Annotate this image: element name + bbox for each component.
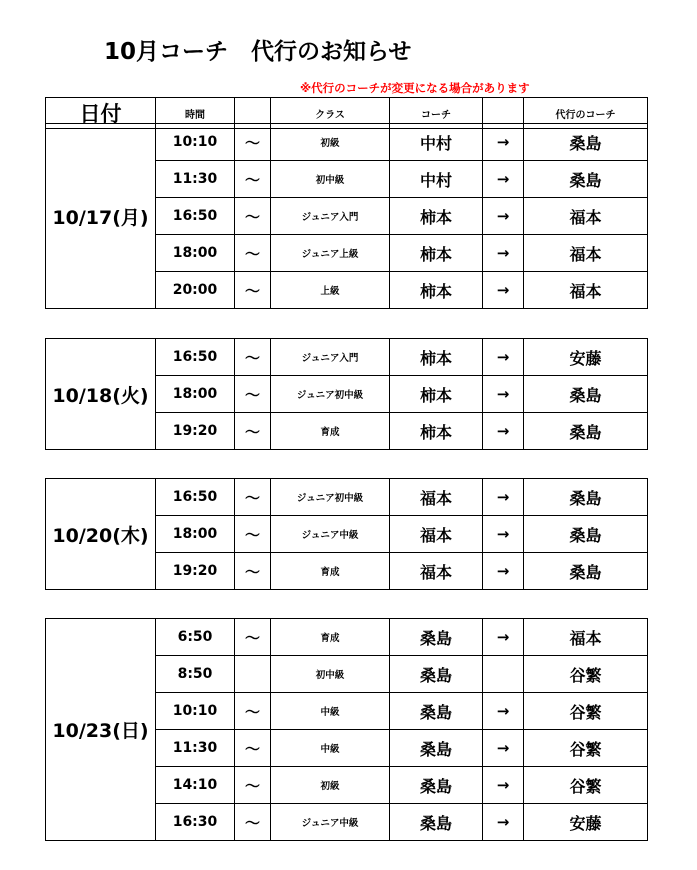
tilde-cell: 〜 (235, 413, 271, 450)
substitute-cell: 桑島 (524, 413, 648, 450)
tilde-cell: 〜 (235, 124, 271, 161)
tilde-cell: 〜 (235, 161, 271, 198)
tilde-cell: 〜 (235, 479, 271, 516)
substitute-cell: 桑島 (524, 553, 648, 590)
time-cell: 19:20 (156, 413, 235, 450)
table-row (46, 619, 648, 656)
class-cell: 上級 (271, 272, 390, 309)
class-cell: 中級 (271, 730, 390, 767)
coach-cell: 桑島 (390, 767, 483, 804)
tilde-cell: 〜 (235, 198, 271, 235)
class-cell: ジュニア入門 (271, 339, 390, 376)
time-cell: 11:30 (156, 161, 235, 198)
coach-cell: 福本 (390, 553, 483, 590)
time-cell: 14:10 (156, 767, 235, 804)
class-cell: 中級 (271, 693, 390, 730)
table-row (46, 339, 648, 376)
tilde-cell: 〜 (235, 619, 271, 656)
class-cell: 育成 (271, 553, 390, 590)
header-time: 時間 (156, 98, 235, 129)
time-cell: 16:30 (156, 804, 235, 841)
class-cell: 初中級 (271, 161, 390, 198)
header-class: クラス (271, 98, 390, 129)
time-cell: 18:00 (156, 516, 235, 553)
substitute-cell: 桑島 (524, 479, 648, 516)
coach-cell: 中村 (390, 161, 483, 198)
tilde-cell: 〜 (235, 767, 271, 804)
arrow-cell: → (483, 730, 524, 767)
tilde-cell: 〜 (235, 339, 271, 376)
class-cell: 初級 (271, 124, 390, 161)
arrow-cell: → (483, 413, 524, 450)
class-cell: ジュニア中級 (271, 804, 390, 841)
substitute-cell: 谷繁 (524, 767, 648, 804)
substitute-cell: 谷繁 (524, 656, 648, 693)
coach-cell: 柿本 (390, 376, 483, 413)
substitute-cell: 安藤 (524, 804, 648, 841)
substitute-cell: 桑島 (524, 161, 648, 198)
class-cell: 初級 (271, 767, 390, 804)
arrow-cell: → (483, 198, 524, 235)
table-row (46, 479, 648, 516)
arrow-cell: → (483, 161, 524, 198)
class-cell: ジュニア初中級 (271, 376, 390, 413)
arrow-cell: → (483, 339, 524, 376)
coach-cell: 柿本 (390, 198, 483, 235)
tilde-cell: 〜 (235, 376, 271, 413)
substitute-cell: 谷繁 (524, 730, 648, 767)
time-cell: 6:50 (156, 619, 235, 656)
schedule-group-table (45, 478, 648, 590)
schedule-group-table (45, 338, 648, 450)
class-cell: ジュニア中級 (271, 516, 390, 553)
substitute-cell: 福本 (524, 619, 648, 656)
time-cell: 20:00 (156, 272, 235, 309)
substitute-cell: 桑島 (524, 124, 648, 161)
page-title: 10月コーチ 代行のお知らせ (104, 39, 412, 65)
arrow-cell: → (483, 124, 524, 161)
substitute-cell: 桑島 (524, 516, 648, 553)
class-cell: ジュニア初中級 (271, 479, 390, 516)
date-cell: 10/23(日) (46, 619, 156, 841)
class-cell: 育成 (271, 413, 390, 450)
arrow-cell: → (483, 619, 524, 656)
date-cell: 10/20(木) (46, 479, 156, 590)
arrow-cell: → (483, 235, 524, 272)
schedule-group-table (45, 618, 648, 841)
arrow-cell: → (483, 693, 524, 730)
header-coach: コーチ (390, 98, 483, 129)
header-date: 日付 (46, 98, 156, 129)
tilde-cell (235, 656, 271, 693)
arrow-cell: → (483, 272, 524, 309)
coach-cell: 桑島 (390, 804, 483, 841)
arrow-cell: → (483, 804, 524, 841)
coach-cell: 福本 (390, 479, 483, 516)
tilde-cell: 〜 (235, 730, 271, 767)
tilde-cell: 〜 (235, 553, 271, 590)
arrow-cell: → (483, 767, 524, 804)
substitute-cell: 福本 (524, 198, 648, 235)
tilde-cell: 〜 (235, 235, 271, 272)
time-cell: 11:30 (156, 730, 235, 767)
time-cell: 18:00 (156, 376, 235, 413)
time-cell: 18:00 (156, 235, 235, 272)
time-cell: 16:50 (156, 479, 235, 516)
header-substitute: 代行のコーチ (524, 98, 648, 129)
arrow-cell (483, 656, 524, 693)
arrow-cell: → (483, 516, 524, 553)
substitute-cell: 福本 (524, 272, 648, 309)
coach-cell: 桑島 (390, 656, 483, 693)
arrow-cell: → (483, 376, 524, 413)
time-cell: 19:20 (156, 553, 235, 590)
coach-cell: 桑島 (390, 730, 483, 767)
arrow-cell: → (483, 553, 524, 590)
time-cell: 10:10 (156, 124, 235, 161)
coach-cell: 桑島 (390, 619, 483, 656)
substitute-cell: 安藤 (524, 339, 648, 376)
date-cell: 10/17(月) (46, 124, 156, 309)
tilde-cell: 〜 (235, 693, 271, 730)
time-cell: 8:50 (156, 656, 235, 693)
schedule-group-table (45, 123, 648, 309)
tilde-cell: 〜 (235, 804, 271, 841)
date-cell: 10/18(火) (46, 339, 156, 450)
coach-cell: 福本 (390, 516, 483, 553)
change-notice: ※代行のコーチが変更になる場合があります (300, 81, 530, 95)
arrow-cell: → (483, 479, 524, 516)
time-cell: 16:50 (156, 339, 235, 376)
time-cell: 10:10 (156, 693, 235, 730)
class-cell: ジュニア上級 (271, 235, 390, 272)
table-row (46, 124, 648, 161)
tilde-cell: 〜 (235, 272, 271, 309)
class-cell: 初中級 (271, 656, 390, 693)
tilde-cell: 〜 (235, 516, 271, 553)
coach-cell: 桑島 (390, 693, 483, 730)
substitute-cell: 桑島 (524, 376, 648, 413)
coach-cell: 柿本 (390, 339, 483, 376)
coach-cell: 柿本 (390, 413, 483, 450)
coach-cell: 中村 (390, 124, 483, 161)
time-cell: 16:50 (156, 198, 235, 235)
class-cell: 育成 (271, 619, 390, 656)
class-cell: ジュニア入門 (271, 198, 390, 235)
substitute-cell: 福本 (524, 235, 648, 272)
coach-cell: 柿本 (390, 235, 483, 272)
substitute-cell: 谷繁 (524, 693, 648, 730)
coach-cell: 柿本 (390, 272, 483, 309)
